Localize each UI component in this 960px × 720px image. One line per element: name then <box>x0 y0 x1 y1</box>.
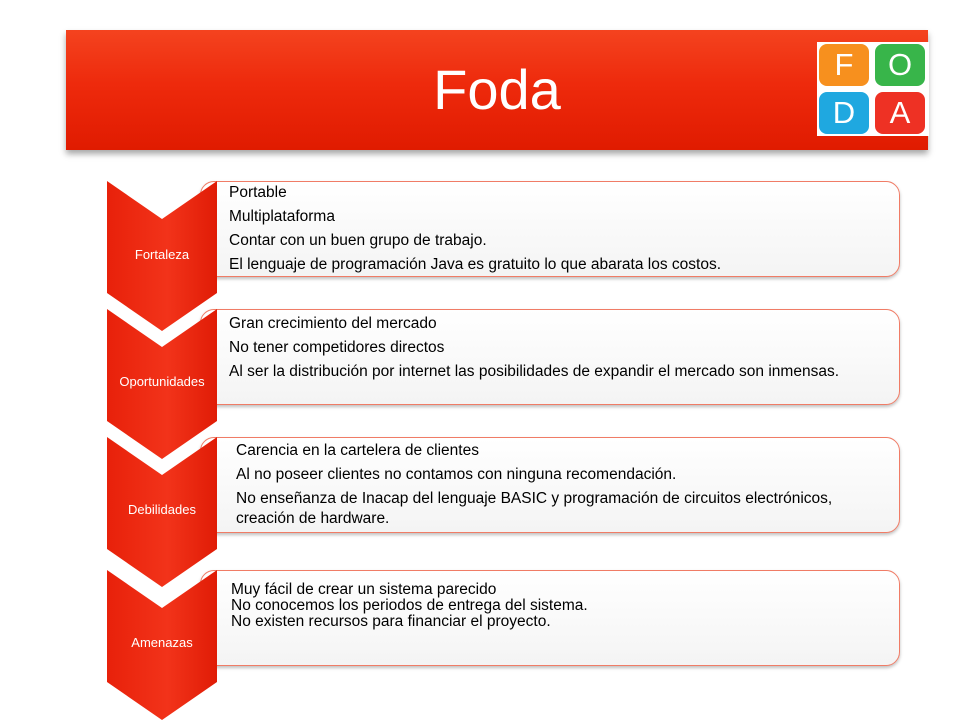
logo-tile-a: A <box>875 92 925 134</box>
list-item: Multiplataforma <box>229 208 335 225</box>
list-item: Al ser la distribución por internet las posibilidades de expandir el mercado son inmensas. <box>229 363 839 380</box>
list-item: El lenguaje de programación Java es gratuito lo que abarata los costos. <box>229 256 721 273</box>
item-list <box>229 312 889 381</box>
title-banner <box>66 30 928 150</box>
list-item: Al no poseer clientes no contamos con ninguna recomendación. <box>236 466 677 483</box>
list-item: Contar con un buen grupo de trabajo. <box>229 232 487 249</box>
section-label: Oportunidades <box>119 374 205 389</box>
section-label: Debilidades <box>128 502 196 517</box>
list-item: Gran crecimiento del mercado <box>229 315 437 332</box>
list-item: Muy fácil de crear un sistema parecido <box>231 581 497 598</box>
logo-tile-o: O <box>875 44 925 86</box>
list-item: No tener competidores directos <box>229 339 445 356</box>
list-item: Portable <box>229 184 287 201</box>
section-amenazas <box>0 570 960 720</box>
section-label: Amenazas <box>131 635 193 650</box>
item-list <box>229 181 889 277</box>
section-label: Fortaleza <box>134 247 190 262</box>
item-list <box>236 439 866 529</box>
item-list <box>231 582 891 630</box>
list-item: Carencia en la cartelera de clientes <box>236 442 479 459</box>
slide-title: Foda <box>433 58 561 121</box>
list-item: No conocemos los periodos de entrega del sistema. <box>231 597 588 614</box>
list-item: No enseñanza de Inacap del lenguaje BASIC y programación de circuitos electrónicos, creación de hardware. <box>236 490 833 527</box>
foda-logo <box>817 42 929 136</box>
logo-tile-f: F <box>819 44 869 86</box>
list-item: No existen recursos para financiar el proyecto. <box>231 613 551 630</box>
section-debilidades <box>0 437 960 587</box>
logo-tile-d: D <box>819 92 869 134</box>
